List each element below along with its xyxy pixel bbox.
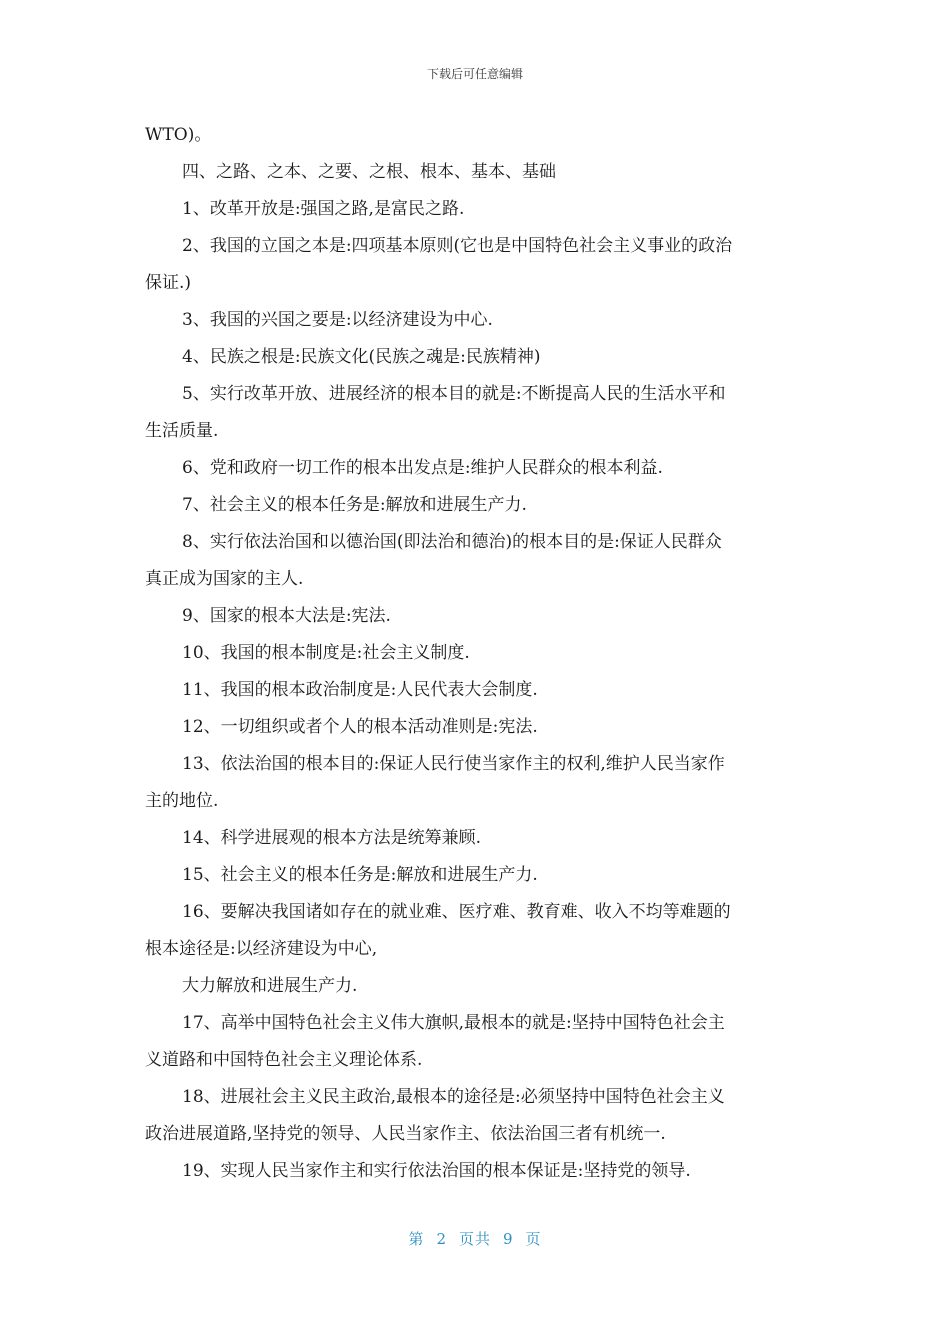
page-header: 下载后可任意编辑 <box>426 67 523 81</box>
text-line: 5、实行改革开放、进展经济的根本目的就是:不断提高人民的生活水平和 <box>182 384 726 404</box>
text-line: 7、社会主义的根本任务是:解放和进展生产力. <box>182 495 527 515</box>
text-line: 9、国家的根本大法是:宪法. <box>182 606 391 626</box>
text-line: 12、一切组织或者个人的根本活动准则是:宪法. <box>182 717 538 737</box>
footer-prefix: 第 <box>408 1230 425 1248</box>
text-line: 15、社会主义的根本任务是:解放和进展生产力. <box>182 865 538 885</box>
text-line: 3、我国的兴国之要是:以经济建设为中心. <box>182 310 493 330</box>
text-line: 17、高举中国特色社会主义伟大旗帜,最根本的就是:坚持中国特色社会主 <box>182 1013 725 1033</box>
text-line: WTO)。 <box>145 125 212 145</box>
text-line: 2、我国的立国之本是:四项基本原则(它也是中国特色社会主义事业的政治 <box>182 236 733 256</box>
text-line: 6、党和政府一切工作的根本出发点是:维护人民群众的根本利益. <box>182 458 663 478</box>
text-line: 1、改革开放是:强国之路,是富民之路. <box>182 199 465 219</box>
total-page-number: 9 <box>503 1230 514 1248</box>
text-line: 真正成为国家的主人. <box>145 569 304 589</box>
text-line: 11、我国的根本政治制度是:人民代表大会制度. <box>182 680 538 700</box>
text-line: 四、之路、之本、之要、之根、根本、基本、基础 <box>182 162 556 182</box>
text-line: 16、要解决我国诸如存在的就业难、医疗难、教育难、收入不均等难题的 <box>182 902 731 922</box>
text-line: 18、进展社会主义民主政治,最根本的途径是:必须坚持中国特色社会主义 <box>182 1087 725 1107</box>
text-line: 19、实现人民当家作主和实行依法治国的根本保证是:坚持党的领导. <box>182 1161 691 1181</box>
current-page-number: 2 <box>436 1230 447 1248</box>
text-line: 义道路和中国特色社会主义理论体系. <box>145 1050 423 1070</box>
text-line: 13、依法治国的根本目的:保证人民行使当家作主的权利,维护人民当家作 <box>182 754 725 774</box>
text-line: 4、民族之根是:民族文化(民族之魂是:民族精神) <box>182 347 541 367</box>
page-footer <box>0 1229 950 1249</box>
text-line: 10、我国的根本制度是:社会主义制度. <box>182 643 470 663</box>
text-line: 政治进展道路,坚持党的领导、人民当家作主、依法治国三者有机统一. <box>145 1124 666 1144</box>
document-body <box>145 117 805 1190</box>
text-line: 根本途径是:以经济建设为中心, <box>145 939 378 959</box>
footer-suffix: 页 <box>525 1230 542 1248</box>
text-line: 8、实行依法治国和以德治国(即法治和德治)的根本目的是:保证人民群众 <box>182 532 722 552</box>
text-line: 主的地位. <box>145 791 219 811</box>
text-line: 大力解放和进展生产力. <box>182 976 358 996</box>
text-line: 14、科学进展观的根本方法是统筹兼顾. <box>182 828 482 848</box>
text-line: 生活质量. <box>145 421 219 441</box>
text-line: 保证.) <box>145 273 192 293</box>
footer-mid: 页共 <box>458 1230 491 1248</box>
